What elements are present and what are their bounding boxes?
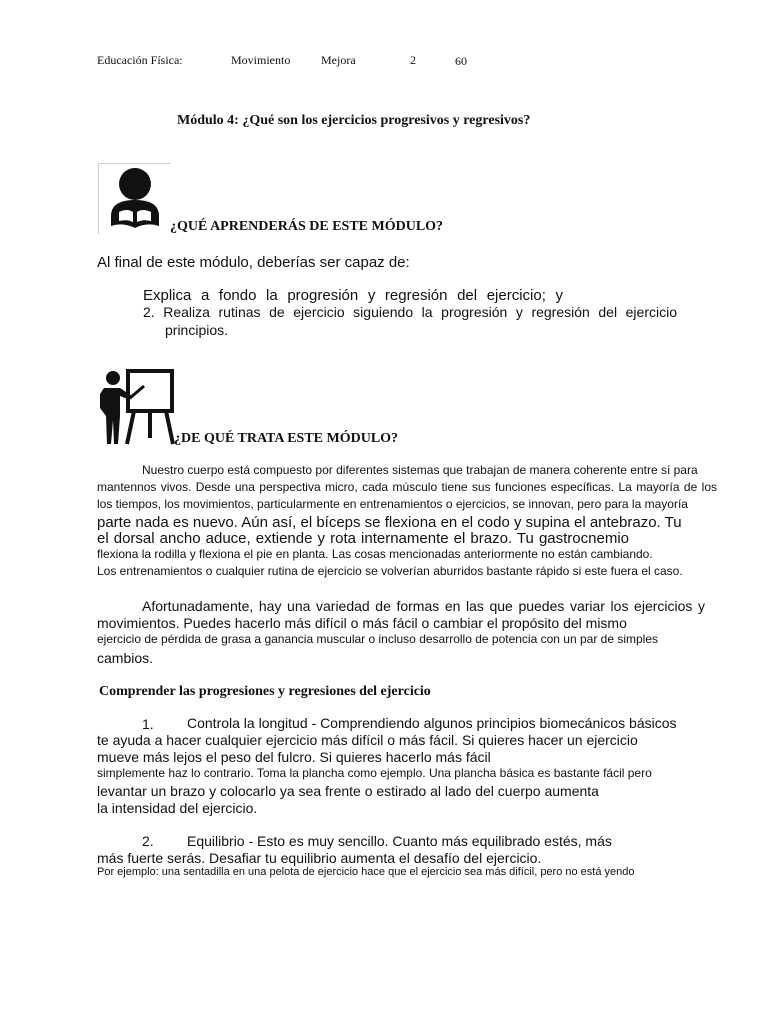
module-title: Módulo 4: ¿Qué son los ejercicios progresivos y regresivos? xyxy=(177,113,531,128)
about-p1-line: flexiona la rodilla y flexiona el pie en planta. Las cosas mencionadas anteriormente no están cambiando. xyxy=(97,547,653,561)
progressions-item-2-line: más fuerte serás. Desafiar tu equilibrio aumenta el desafío del ejercicio. xyxy=(97,850,542,866)
about-p2-line: movimientos. Puedes hacerlo más difícil o más fácil o cambiar el propósito del mismo xyxy=(97,615,627,631)
header-page: 60 xyxy=(455,54,467,68)
about-p1-line: parte nada es nuevo. Aún así, el bíceps se flexiona en el codo y supina el antebrazo. Tu xyxy=(97,514,682,531)
progressions-item-1-line: levantar un brazo y colocarlo ya sea frente o estirado al lado del cuerpo aumenta xyxy=(97,783,599,799)
learn-item-2: 2. Realiza rutinas de ejercicio siguiendo la progresión y regresión del ejercicio xyxy=(143,304,677,320)
about-p1-line: Los entrenamientos o cualquier rutina de ejercicio se volverían aburridos bastante rápido si este fuera el caso. xyxy=(97,564,683,578)
progressions-item-1-line: mueve más lejos el peso del fulcro. Si quieres hacerlo más fácil xyxy=(97,749,491,765)
header-topic: Movimiento xyxy=(231,53,291,67)
progressions-item-1-line: simplemente haz lo contrario. Toma la plancha como ejemplo. Una plancha básica es bastante fácil pero xyxy=(97,766,652,780)
reader-icon xyxy=(98,163,171,234)
about-p2-line: cambios. xyxy=(97,650,154,666)
about-p1-line: mantennos vivos. Desde una perspectiva micro, cada músculo tiene sus funciones específicas. La mayoría de los xyxy=(97,480,717,494)
header-sub: Mejora xyxy=(321,53,356,67)
learn-intro: Al final de este módulo, deberías ser capaz de: xyxy=(97,254,410,271)
teacher-board-icon xyxy=(98,368,176,446)
about-p2-line: ejercicio de pérdida de grasa a ganancia muscular o incluso desarrollo de potencia con un par de simples xyxy=(97,632,658,646)
progressions-item-2-line: Por ejemplo: una sentadilla en una pelota de ejercicio hace que el ejercicio sea más difícil, pero no está yendo xyxy=(97,866,635,878)
about-p2-line: Afortunadamente, hay una variedad de formas en las que puedes variar los ejercicios y xyxy=(142,598,705,614)
progressions-item-1-number: 1. xyxy=(142,716,154,732)
progressions-item-1-line: te ayuda a hacer cualquier ejercicio más difícil o más fácil. Si quieres hacer un ejercicio xyxy=(97,732,638,748)
about-p1-line: Nuestro cuerpo está compuesto por diferentes sistemas que trabajan de manera coherente entre sí para xyxy=(142,463,698,477)
learn-heading: ¿QUÉ APRENDERÁS DE ESTE MÓDULO? xyxy=(170,219,444,234)
progressions-heading: Comprender las progresiones y regresiones del ejercicio xyxy=(99,684,431,699)
header-subject: Educación Física: xyxy=(97,53,183,67)
about-p1-line: los tiempos, los movimientos, particularmente en entrenamientos o ejercicios, se innovan, pero para la mayoría xyxy=(97,497,688,511)
header-grade: 2 xyxy=(410,53,416,67)
progressions-item-2-line: Equilibrio - Esto es muy sencillo. Cuanto más equilibrado estés, más xyxy=(187,833,612,849)
progressions-item-1-line: Controla la longitud - Comprendiendo algunos principios biomecánicos básicos xyxy=(187,715,677,731)
about-p1-line: el dorsal ancho aduce, extiende y rota internamente el brazo. Tu gastrocnemio xyxy=(97,530,629,547)
about-heading: ¿DE QUÉ TRATA ESTE MÓDULO? xyxy=(174,431,399,446)
progressions-item-2-number: 2. xyxy=(142,833,154,849)
progressions-item-1-line: la intensidad del ejercicio. xyxy=(97,800,258,816)
learn-item-1: Explica a fondo la progresión y regresión del ejercicio; y xyxy=(143,287,563,304)
learn-item-2-cont: principios. xyxy=(165,322,229,338)
